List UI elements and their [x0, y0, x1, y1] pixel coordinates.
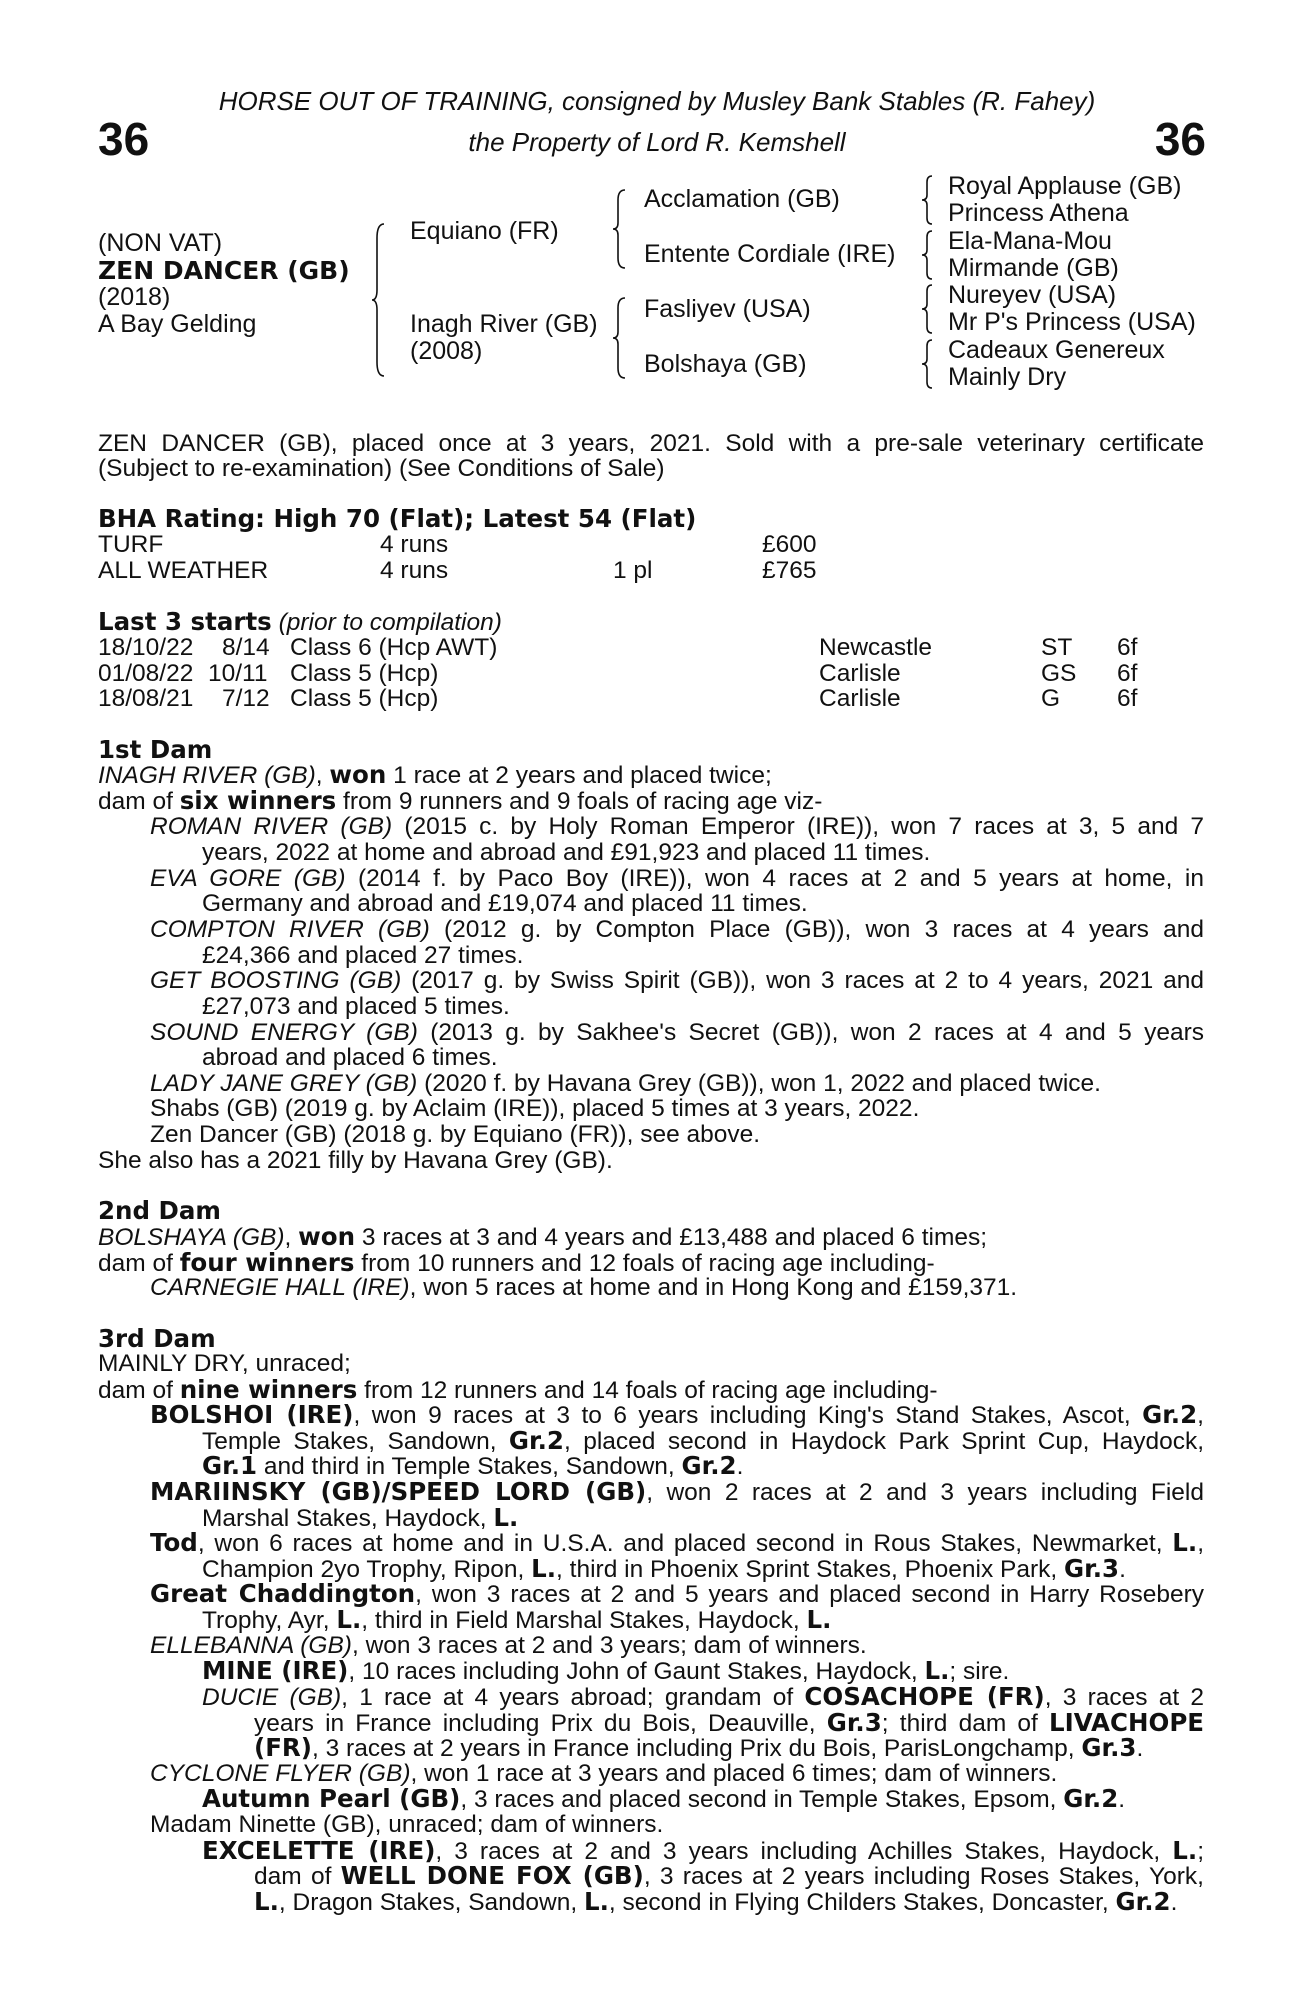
pedigree-brace-main — [372, 220, 392, 380]
progeny-info: ; sire. — [949, 1658, 1010, 1685]
g3-dam-dam-sire: Cadeaux Genereux — [948, 336, 1165, 364]
progeny-info: . — [1118, 1786, 1126, 1813]
progeny-line-cont — [254, 1863, 1204, 1890]
progeny-info: , 3 races at 2 and 3 years including Achilles Stakes, Haydock, — [435, 1838, 1173, 1865]
progeny-info: , third in Field Marshal Stakes, Haydock, — [361, 1607, 807, 1634]
progeny-info: . — [1119, 1556, 1126, 1583]
progeny-line-cont — [202, 1505, 518, 1532]
progeny-info: , won 3 races at 2 and 5 years and placed second in Harry Rosebery — [415, 1581, 1204, 1608]
listed-label: L. — [336, 1605, 362, 1634]
winners-count: six winners — [179, 786, 337, 815]
sire-sire: Acclamation (GB) — [644, 185, 840, 213]
dam-foaling-year: (2008) — [410, 337, 483, 365]
progeny-info: ; — [1197, 1838, 1205, 1865]
progeny-name: LADY JANE GREY (GB) — [150, 1070, 418, 1097]
grade-label: Gr.2 — [1115, 1887, 1171, 1916]
start-distance: 6f — [1117, 685, 1138, 712]
produce-text: from 12 runners and 14 foals of racing age including- — [357, 1377, 938, 1404]
progeny-line — [150, 1402, 1204, 1429]
second-dam-summary: BOLSHAYA (GB), won 3 races at 3 and 4 years and £13,488 and placed 6 times; — [98, 1222, 988, 1251]
record-surface: TURF — [98, 531, 164, 558]
last-starts-note: (prior to compilation) — [278, 609, 502, 636]
progeny-info: and third in Temple Stakes, Sandown, — [257, 1453, 682, 1480]
second-dam-heading: 2nd Dam — [98, 1196, 221, 1225]
record-earnings: £765 — [762, 557, 817, 584]
progeny-name: COMPTON RIVER (GB) — [150, 916, 430, 943]
vat-status: (NON VAT) — [98, 229, 223, 257]
start-date: 01/08/22 — [98, 660, 194, 687]
progeny-line — [150, 1071, 1101, 1097]
progeny-line — [150, 866, 1204, 892]
progeny-info: , Dragon Stakes, Sandown, — [278, 1889, 584, 1916]
g3-sire-dam-sire: Ela-Mana-Mou — [948, 227, 1112, 255]
dam-name: BOLSHAYA (GB) — [98, 1224, 285, 1251]
progeny-info: , won 5 races at home and in Hong Kong and £159,371. — [409, 1274, 1018, 1301]
record-placed: 1 pl — [613, 557, 653, 584]
progeny-name: Tod — [150, 1528, 198, 1557]
progeny-line — [202, 1684, 1204, 1711]
start-going: G — [1041, 685, 1061, 712]
progeny-info: Champion 2yo Trophy, Ripon, — [202, 1556, 532, 1583]
progeny-name: (FR) — [254, 1733, 312, 1762]
record-earnings: £600 — [762, 531, 817, 558]
progeny-info: (2014 f. by Paco Boy (IRE)), won 4 races at 2 and 5 years at home, in — [345, 865, 1204, 892]
progeny-info: , won 6 races at home and in U.S.A. and placed second in Rous Stakes, Newmarket, — [197, 1530, 1173, 1557]
progeny-name: ELLEBANNA (GB) — [150, 1632, 352, 1659]
progeny-line-cont: £24,366 and placed 27 times. — [202, 942, 524, 969]
record-surface: ALL WEATHER — [98, 557, 269, 584]
progeny-info: . — [736, 1453, 744, 1480]
grade-label: Gr.3 — [826, 1708, 882, 1737]
progeny-info: (2013 g. by Sakhee's Secret (GB)), won 2 races at 4 and 5 years — [417, 1019, 1204, 1046]
progeny-info: , — [1197, 1530, 1204, 1557]
progeny-line: Shabs (GB) (2019 g. by Aclaim (IRE)), placed 5 times at 3 years, 2022. — [150, 1095, 920, 1122]
winners-count: nine winners — [179, 1375, 358, 1404]
third-dam-heading: 3rd Dam — [98, 1324, 216, 1353]
progeny-line-cont — [254, 1889, 1177, 1916]
produce-text: from 9 runners and 9 foals of racing age viz- — [336, 788, 823, 815]
progeny-info: (2017 g. by Swiss Spirit (GB)), won 3 races at 2 to 4 years, 2021 and — [401, 967, 1204, 994]
progeny-line-cont: abroad and placed 6 times. — [202, 1044, 498, 1071]
progeny-info: , won 1 race at 3 years and placed 6 times; dam of winners. — [410, 1760, 1058, 1787]
pedigree-brace-g3-1 — [922, 174, 938, 226]
start-position: 10/11 — [208, 660, 268, 687]
progeny-info: . — [1136, 1735, 1144, 1762]
progeny-line-cont — [202, 1607, 831, 1634]
pedigree-brace-g3-4 — [922, 338, 938, 390]
lot-number-left: 36 — [98, 113, 150, 165]
dam-of-text: dam of — [98, 1377, 180, 1404]
pedigree-brace-g3-2 — [922, 229, 938, 281]
start-course: Carlisle — [819, 660, 901, 687]
progeny-info: , — [1197, 1402, 1204, 1429]
listed-label: L. — [584, 1887, 609, 1916]
last-starts-title: Last 3 starts — [98, 607, 272, 636]
foaling-year: (2018) — [98, 283, 171, 311]
progeny-name: MARIINSKY (GB)/SPEED LORD (GB) — [150, 1477, 647, 1506]
progeny-line-cont — [254, 1735, 1143, 1762]
first-dam-produce-summary — [98, 788, 822, 815]
pedigree-brace-sire — [613, 188, 633, 270]
progeny-line-cont: years, 2022 at home and abroad and £91,923 and placed 11 times. — [202, 839, 931, 866]
intro-line-2: (Subject to re-examination) (See Conditions of Sale) — [98, 455, 665, 482]
g3-sire-dam-dam: Mirmande (GB) — [948, 254, 1119, 282]
progeny-info: , 1 race at 4 years abroad; grandam of — [341, 1684, 805, 1711]
start-distance: 6f — [1117, 660, 1138, 687]
progeny-name: CARNEGIE HALL (IRE) — [150, 1274, 410, 1301]
sire-name: Equiano (FR) — [410, 217, 559, 245]
listed-label: L. — [493, 1503, 519, 1532]
g3-dam-sire-dam: Mr P's Princess (USA) — [948, 308, 1196, 336]
start-race-class: Class 6 (Hcp AWT) — [290, 634, 498, 661]
dam-of-text: dam of — [98, 788, 180, 815]
progeny-name: MINE (IRE) — [202, 1656, 349, 1685]
dam-of-text: dam of — [98, 1250, 180, 1277]
progeny-name: EXCELETTE (IRE) — [202, 1836, 436, 1865]
summary-text: 3 races at 3 and 4 years and £13,488 and placed 6 times; — [355, 1224, 988, 1251]
progeny-info: Temple Stakes, Sandown, — [202, 1428, 509, 1455]
progeny-info: Trophy, Ayr, — [202, 1607, 337, 1634]
listed-label: L. — [1172, 1836, 1198, 1865]
progeny-info: years in France including Prix du Bois, Deauville, — [254, 1710, 827, 1737]
dam-name: INAGH RIVER (GB) — [98, 762, 316, 789]
progeny-line — [202, 1786, 1125, 1813]
progeny-line — [150, 968, 1204, 994]
grade-label: Gr.3 — [1081, 1733, 1137, 1762]
progeny-info: , 3 races at 2 — [1044, 1684, 1205, 1711]
progeny-info: , placed second in Haydock Park Sprint Cup, Haydock, — [563, 1428, 1204, 1455]
progeny-info: , 3 races at 2 years including Roses Stakes, York, — [643, 1863, 1204, 1890]
progeny-name: EVA GORE (GB) — [150, 865, 346, 892]
start-date: 18/08/21 — [98, 685, 194, 712]
horse-name: ZEN DANCER (GB) — [98, 256, 350, 285]
start-date: 18/10/22 — [98, 634, 194, 661]
progeny-info: , 3 races at 2 years in France including Prix du Bois, ParisLongchamp, — [312, 1735, 1082, 1762]
progeny-name: BOLSHOI (IRE) — [150, 1400, 354, 1429]
start-going: ST — [1041, 634, 1073, 661]
first-dam-summary: INAGH RIVER (GB), won 1 race at 2 years and placed twice; — [98, 760, 772, 789]
start-going: GS — [1041, 660, 1077, 687]
start-course: Newcastle — [819, 634, 933, 661]
start-race-class: Class 5 (Hcp) — [290, 660, 439, 687]
bha-rating-heading: BHA Rating: High 70 (Flat); Latest 54 (Flat) — [98, 504, 697, 533]
dam-dam: Bolshaya (GB) — [644, 350, 807, 378]
start-position: 7/12 — [222, 685, 270, 712]
record-runs: 4 runs — [380, 557, 449, 584]
progeny-info: , 3 races and placed second in Temple Stakes, Epsom, — [460, 1786, 1064, 1813]
progeny-name: LIVACHOPE — [1049, 1708, 1205, 1737]
pedigree-brace-g3-3 — [922, 283, 938, 335]
grade-label: Gr.2 — [681, 1451, 737, 1480]
catalogue-header-property: the Property of Lord R. Kemshell — [468, 127, 846, 157]
start-distance: 6f — [1117, 634, 1138, 661]
third-dam-summary: MAINLY DRY, unraced; — [98, 1350, 351, 1377]
progeny-line — [150, 1581, 1204, 1608]
progeny-info: , second in Flying Childers Stakes, Doncaster, — [608, 1889, 1116, 1916]
won-label: won — [329, 760, 387, 789]
pedigree-brace-dam — [613, 296, 633, 380]
progeny-info: , third in Phoenix Sprint Stakes, Phoenix Park, — [556, 1556, 1065, 1583]
progeny-line: Madam Ninette (GB), unraced; dam of winners. — [150, 1811, 664, 1838]
second-dam-produce-summary — [98, 1250, 935, 1277]
progeny-line — [150, 1020, 1204, 1046]
progeny-info: , won 9 races at 3 to 6 years including King's Stand Stakes, Ascot, — [353, 1402, 1143, 1429]
progeny-line-cont — [254, 1710, 1204, 1737]
start-course: Carlisle — [819, 685, 901, 712]
progeny-name: Great Chaddington — [150, 1579, 416, 1608]
horse-description: A Bay Gelding — [98, 310, 257, 338]
catalogue-header-consignor: HORSE OUT OF TRAINING, consigned by Musley Bank Stables (R. Fahey) — [218, 86, 1096, 116]
progeny-line — [202, 1658, 1009, 1685]
progeny-line-cont: £27,073 and placed 5 times. — [202, 993, 510, 1020]
last-starts-heading — [98, 609, 502, 636]
progeny-info: ; third dam of — [881, 1710, 1050, 1737]
summary-text: 1 race at 2 years and placed twice; — [386, 762, 772, 789]
progeny-name: Autumn Pearl (GB) — [202, 1784, 461, 1813]
progeny-line — [150, 1479, 1204, 1506]
produce-text: from 10 runners and 12 foals of racing age including- — [354, 1250, 935, 1277]
listed-label: L. — [531, 1554, 557, 1583]
grade-label: Gr.2 — [1063, 1784, 1119, 1813]
progeny-line — [150, 1633, 867, 1659]
progeny-info: (2020 f. by Havana Grey (GB)), won 1, 2022 and placed twice. — [417, 1070, 1101, 1097]
progeny-info: dam of — [254, 1863, 341, 1890]
progeny-info: (2015 c. by Holy Roman Emperor (IRE)), won 7 races at 3, 5 and 7 — [392, 813, 1204, 840]
progeny-info: , won 2 races at 2 and 3 years including Field — [646, 1479, 1205, 1506]
g3-dam-dam-dam: Mainly Dry — [948, 363, 1067, 391]
first-dam-heading: 1st Dam — [98, 735, 213, 764]
progeny-name: WELL DONE FOX (GB) — [340, 1861, 644, 1890]
progeny-line — [150, 1761, 1057, 1787]
listed-label: L. — [254, 1887, 279, 1916]
grade-label: Gr.2 — [1142, 1400, 1198, 1429]
progeny-line-cont: Germany and abroad and £19,074 and placed 11 times. — [202, 890, 808, 917]
start-position: 8/14 — [222, 634, 270, 661]
progeny-name: CYCLONE FLYER (GB) — [150, 1760, 411, 1787]
lot-number-right: 36 — [1154, 113, 1206, 165]
progeny-line — [150, 814, 1204, 840]
progeny-name: DUCIE (GB) — [202, 1684, 342, 1711]
progeny-name: GET BOOSTING (GB) — [150, 967, 402, 994]
dam-sire: Fasliyev (USA) — [644, 295, 811, 323]
progeny-line: Zen Dancer (GB) (2018 g. by Equiano (FR)), see above. — [150, 1121, 761, 1148]
progeny-line-cont — [202, 1453, 743, 1480]
progeny-info: , won 3 races at 2 and 3 years; dam of winners. — [351, 1632, 867, 1659]
progeny-line — [150, 917, 1204, 943]
progeny-name: ROMAN RIVER (GB) — [150, 813, 393, 840]
g3-dam-sire-sire: Nureyev (USA) — [948, 281, 1117, 309]
progeny-info: Marshal Stakes, Haydock, — [202, 1505, 494, 1532]
record-runs: 4 runs — [380, 531, 449, 558]
first-dam-filly-note: She also has a 2021 filly by Havana Grey (GB). — [98, 1147, 613, 1174]
winners-count: four winners — [179, 1248, 355, 1277]
listed-label: L. — [806, 1605, 832, 1634]
progeny-line — [150, 1530, 1204, 1557]
g3-sire-sire-dam: Princess Athena — [948, 199, 1129, 227]
won-label: won — [298, 1222, 356, 1251]
progeny-info: (2012 g. by Compton Place (GB)), won 3 races at 4 years and — [429, 916, 1204, 943]
progeny-name: SOUND ENERGY (GB) — [150, 1019, 418, 1046]
intro-line-1: ZEN DANCER (GB), placed once at 3 years, 2021. Sold with a pre-sale veterinary certificate — [98, 430, 1204, 457]
dam-name: Inagh River (GB) — [410, 310, 598, 338]
sire-dam: Entente Cordiale (IRE) — [644, 240, 896, 268]
grade-label: Gr.3 — [1064, 1554, 1120, 1583]
progeny-info: , 10 races including John of Gaunt Stakes, Haydock, — [348, 1658, 925, 1685]
progeny-info: . — [1170, 1889, 1178, 1916]
start-race-class: Class 5 (Hcp) — [290, 685, 439, 712]
grade-label: Gr.1 — [202, 1451, 258, 1480]
listed-label: L. — [924, 1656, 950, 1685]
listed-label: L. — [1172, 1528, 1198, 1557]
grade-label: Gr.2 — [508, 1426, 564, 1455]
progeny-line — [150, 1275, 1017, 1301]
progeny-name: COSACHOPE (FR) — [804, 1682, 1045, 1711]
g3-sire-sire-sire: Royal Applause (GB) — [948, 172, 1182, 200]
